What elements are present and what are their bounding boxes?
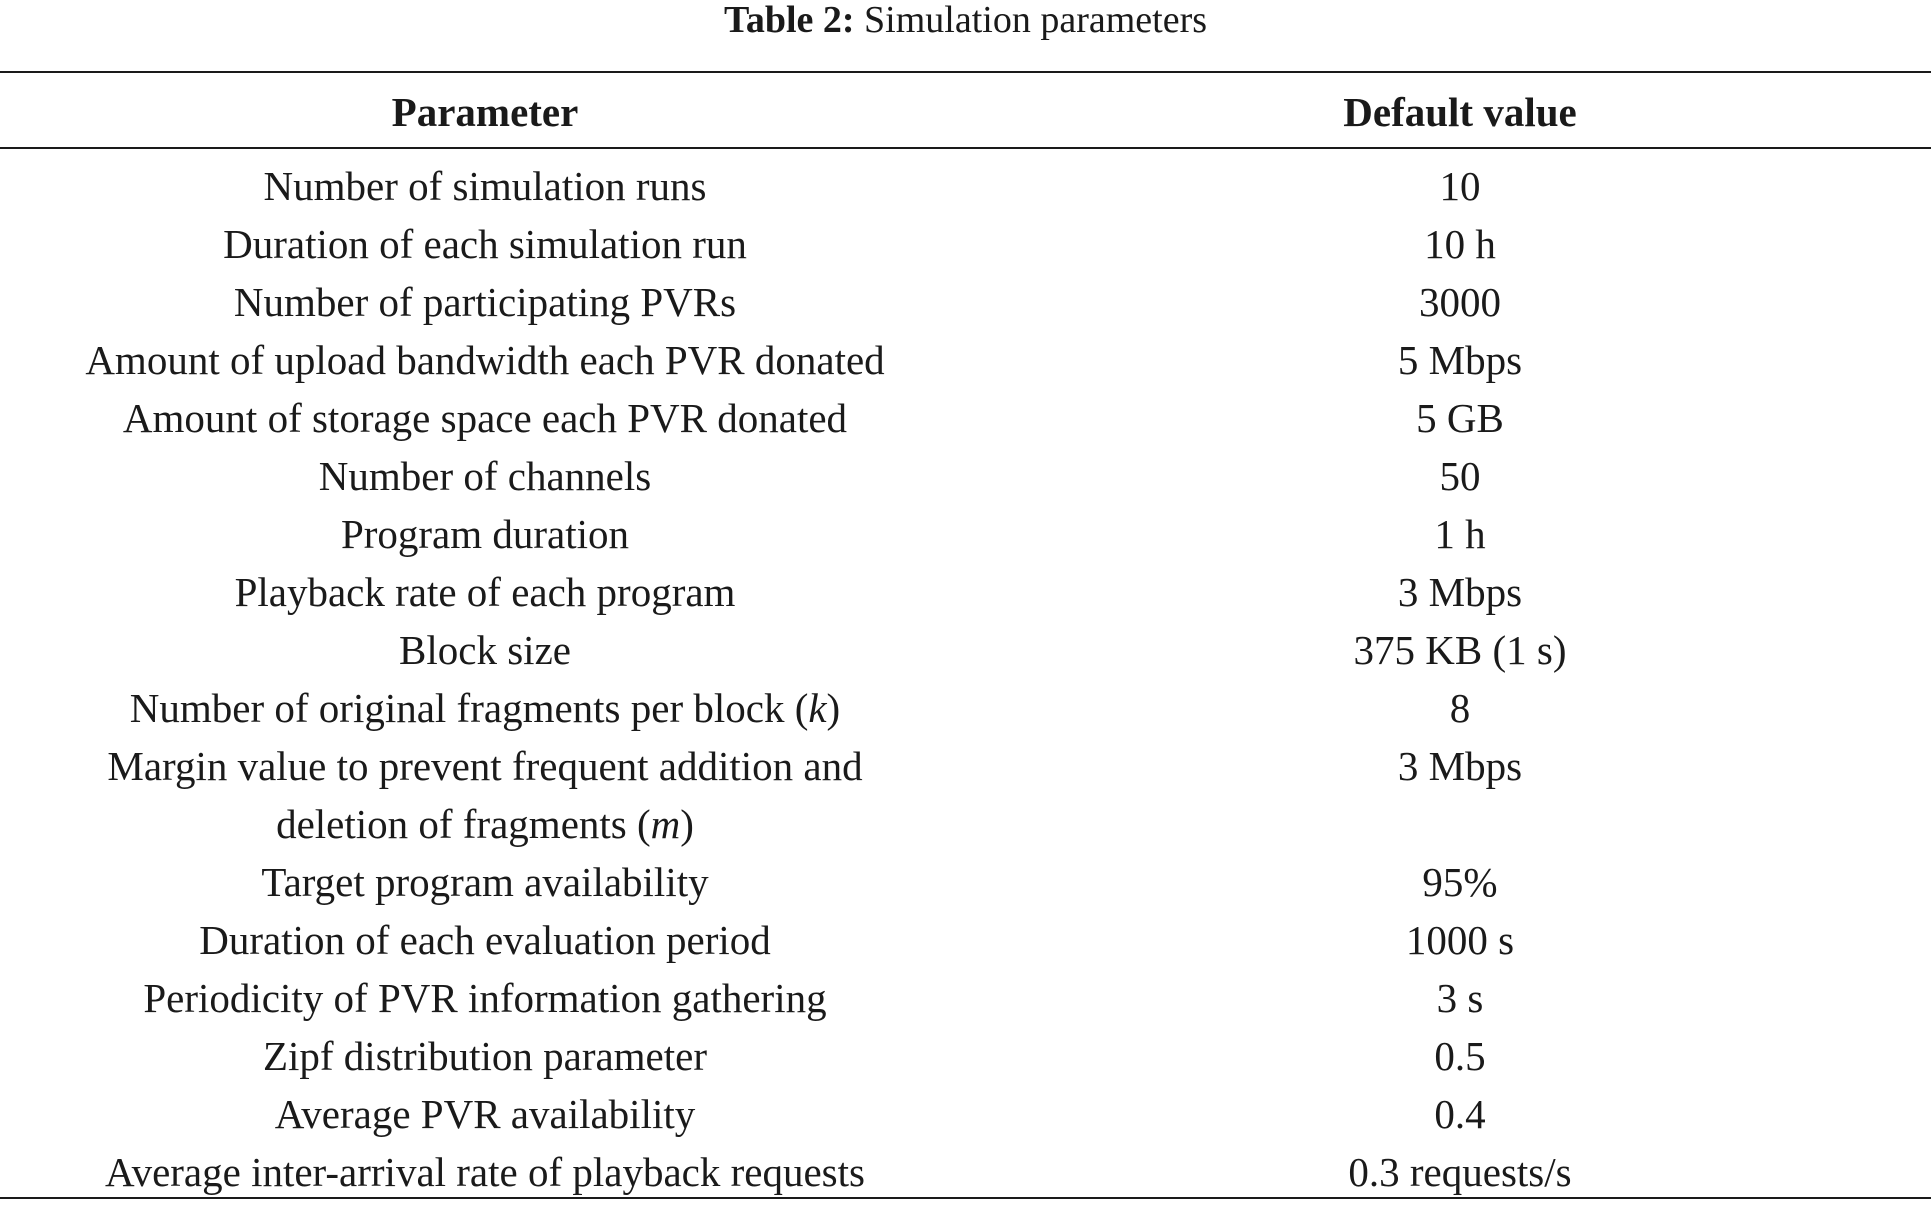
parameter-cell — [0, 505, 970, 563]
parameter-cell — [0, 447, 970, 505]
table-row — [0, 969, 1931, 1027]
column-header-default-value: Default value — [1343, 89, 1577, 135]
parameter-text: ) — [826, 685, 841, 731]
default-value-cell: 0.3 requests/s — [1348, 1149, 1572, 1195]
parameter-line — [0, 563, 970, 621]
parameter-text: Duration of each evaluation period — [199, 917, 771, 963]
parameter-line — [0, 389, 970, 447]
table-caption-label: Table 2: — [723, 0, 855, 41]
parameter-cell — [0, 621, 970, 679]
parameter-line — [0, 447, 970, 505]
default-value-cell: 1 h — [1434, 511, 1486, 557]
parameter-cell — [0, 389, 970, 447]
parameter-line — [0, 969, 970, 1027]
parameter-text: Target program availability — [261, 859, 709, 905]
parameter-text: Number of simulation runs — [263, 163, 707, 209]
parameter-text: ) — [680, 801, 694, 847]
parameter-text: Number of original fragments per block ( — [129, 685, 809, 731]
parameter-line — [0, 795, 970, 853]
table-row — [0, 737, 1931, 853]
default-value-cell: 95% — [1422, 859, 1498, 905]
parameter-line — [0, 679, 970, 737]
math-symbol: k — [808, 685, 827, 731]
default-value-cell: 10 h — [1424, 221, 1496, 267]
parameter-text: Program duration — [340, 511, 630, 557]
parameter-cell — [0, 273, 970, 331]
default-value-cell: 3 Mbps — [1397, 743, 1523, 789]
default-value-cell: 10 — [1439, 163, 1481, 209]
parameter-line — [0, 737, 970, 795]
parameter-line — [0, 215, 970, 273]
parameter-text: Average PVR availability — [274, 1091, 696, 1137]
table-row — [0, 621, 1931, 679]
table-bottom-rule — [0, 1197, 1931, 1199]
parameter-text: Playback rate of each program — [234, 569, 736, 615]
table-row — [0, 911, 1931, 969]
parameter-cell — [0, 737, 970, 853]
parameter-text: Number of participating PVRs — [233, 279, 737, 325]
table-row — [0, 853, 1931, 911]
parameter-line — [0, 621, 970, 679]
parameter-cell — [0, 331, 970, 389]
table-row — [0, 563, 1931, 621]
column-header-parameter: Parameter — [391, 89, 579, 135]
table-row — [0, 1085, 1931, 1143]
parameter-line — [0, 1027, 970, 1085]
parameter-line — [0, 1143, 970, 1201]
table-row — [0, 157, 1931, 215]
parameter-text: Duration of each simulation run — [223, 221, 747, 267]
parameter-line — [0, 853, 970, 911]
table-row — [0, 1027, 1931, 1085]
table-body — [0, 157, 1931, 1201]
default-value-cell: 1000 s — [1405, 917, 1515, 963]
parameter-text: deletion of fragments ( — [276, 801, 651, 847]
default-value-cell: 0.4 — [1434, 1091, 1486, 1137]
table-row — [0, 215, 1931, 273]
default-value-cell: 50 — [1439, 453, 1481, 499]
parameter-text: Amount of upload bandwidth each PVR donated — [85, 337, 885, 383]
parameter-text: Periodicity of PVR information gathering — [143, 975, 827, 1021]
parameter-text: Margin value to prevent frequent addition and — [107, 743, 863, 789]
table-row — [0, 273, 1931, 331]
table-row — [0, 1143, 1931, 1201]
parameter-cell — [0, 1027, 970, 1085]
parameter-line — [0, 273, 970, 331]
table-row — [0, 331, 1931, 389]
parameter-cell — [0, 215, 970, 273]
table-top-rule — [0, 71, 1931, 73]
parameter-line — [0, 1085, 970, 1143]
parameter-text: Average inter-arrival rate of playback requests — [105, 1149, 865, 1195]
default-value-cell: 5 GB — [1416, 395, 1504, 441]
default-value-cell: 0.5 — [1434, 1033, 1486, 1079]
parameter-cell — [0, 563, 970, 621]
table-row — [0, 389, 1931, 447]
parameter-text: Zipf distribution parameter — [262, 1033, 708, 1079]
parameter-cell — [0, 679, 970, 737]
default-value-cell: 3 Mbps — [1397, 569, 1523, 615]
parameter-cell — [0, 969, 970, 1027]
parameter-text: Number of channels — [318, 453, 652, 499]
table-header-rule — [0, 147, 1931, 149]
parameter-cell — [0, 853, 970, 911]
parameter-text: Amount of storage space each PVR donated — [122, 395, 848, 441]
table-row — [0, 505, 1931, 563]
parameter-cell — [0, 911, 970, 969]
parameter-line — [0, 157, 970, 215]
table-caption — [0, 0, 1931, 40]
math-symbol: m — [650, 801, 681, 847]
default-value-cell: 5 Mbps — [1397, 337, 1523, 383]
parameter-cell — [0, 1085, 970, 1143]
default-value-cell: 375 KB (1 s) — [1353, 627, 1567, 673]
table-row — [0, 447, 1931, 505]
default-value-cell: 3000 — [1419, 279, 1501, 325]
parameter-cell — [0, 157, 970, 215]
table-caption-text: Simulation parameters — [864, 0, 1208, 41]
parameter-line — [0, 505, 970, 563]
table-row — [0, 679, 1931, 737]
parameter-cell — [0, 1143, 970, 1201]
default-value-cell: 8 — [1449, 685, 1471, 731]
default-value-cell: 3 s — [1436, 975, 1484, 1021]
parameter-text: Block size — [399, 627, 571, 673]
parameter-line — [0, 331, 970, 389]
parameter-line — [0, 911, 970, 969]
